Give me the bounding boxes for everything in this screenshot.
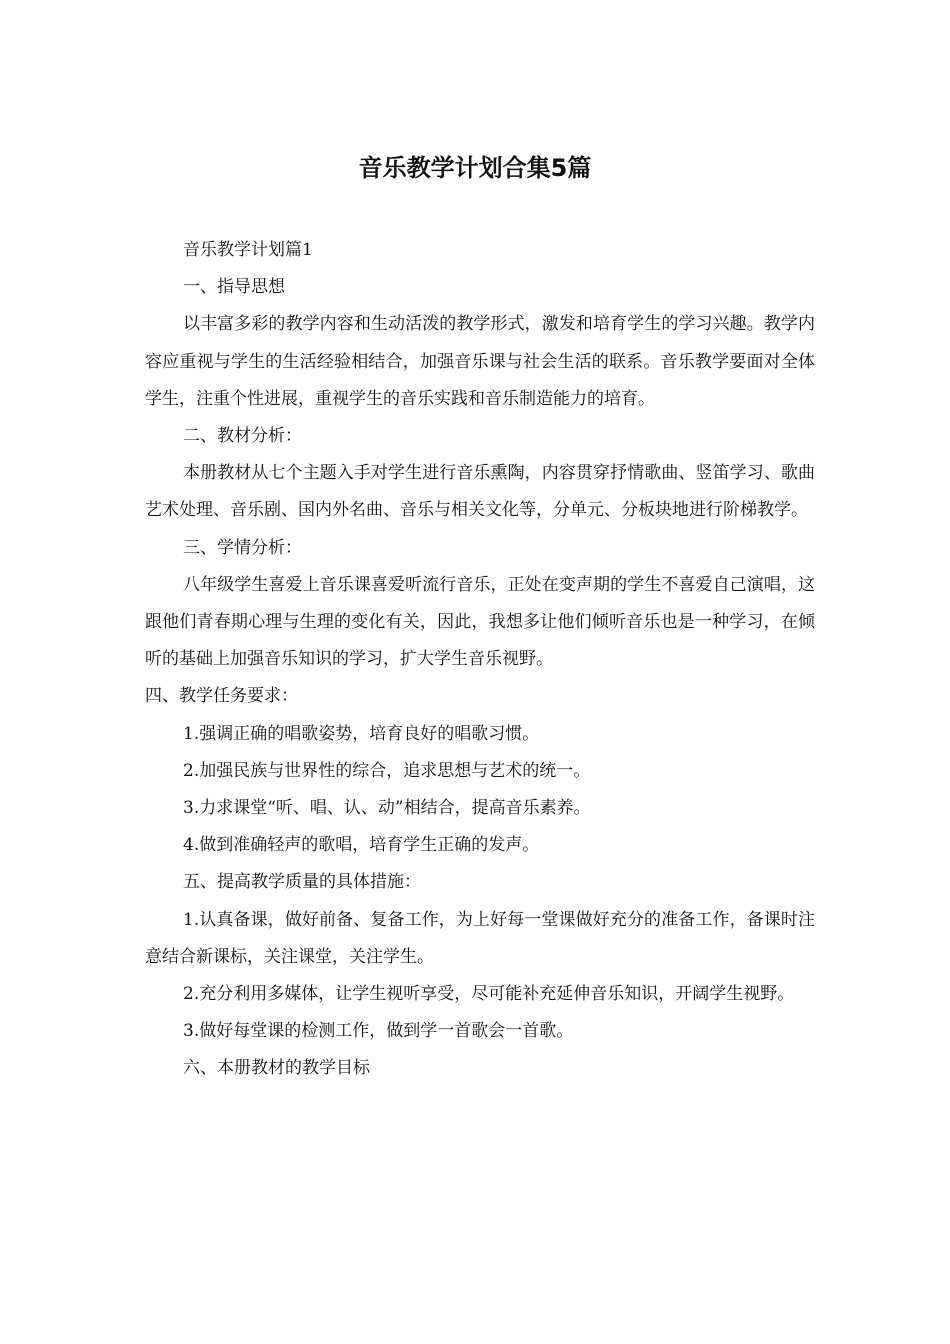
paragraph-section-heading: 音乐教学计划篇1 [183, 240, 313, 260]
paragraph-heading-student-analysis: 三、学情分析： [183, 537, 302, 558]
paragraph-task-2: 2.加强民族与世界性的综合，追求思想与艺术的统一。 [183, 760, 591, 781]
paragraph-measure-2: 2.充分利用多媒体，让学生视听享受，尽可能补充延伸音乐知识，开阔学生视野。 [183, 984, 795, 1005]
paragraph-measure-3: 3.做好每堂课的检测工作，做到学一首歌会一首歌。 [183, 1021, 574, 1042]
paragraph-task-3: 3.力求课堂“听、唱、认、动”相结合，提高音乐素养。 [183, 798, 591, 819]
document-title: 音乐教学计划合集5篇 [358, 154, 592, 182]
paragraph-heading-textbook-analysis: 二、教材分析： [183, 426, 302, 447]
paragraph-task-1: 1.强调正确的唱歌姿势，培育良好的唱歌习惯。 [183, 723, 540, 744]
paragraph-textbook-analysis: 本册教材从七个主题入手对学生进行音乐熏陶，内容贯穿抒情歌曲、竖笛学习、歌曲艺术处理、音乐剧、国内外名曲、音乐与相关文化等，分单元、分板块地进行阶梯教学。 [145, 463, 815, 521]
paragraph-task-4: 4.做到准确轻声的歌唱，培育学生正确的发声。 [183, 835, 540, 856]
paragraph-heading-guiding-thought: 一、指导思想 [183, 277, 285, 298]
paragraph-heading-measures: 五、提高教学质量的具体措施： [183, 872, 421, 893]
paragraph-measure-1: 1.认真备课，做好前备、复备工作，为上好每一堂课做好充分的准备工作，备课时注意结合新课标，关注课堂，关注学生。 [145, 909, 815, 967]
paragraph-guiding-thought: 以丰富多彩的教学内容和生动活泼的教学形式，激发和培育学生的学习兴趣。教学内容应重视与学生的生活经验相结合，加强音乐课与社会生活的联系。音乐教学要面对全体学生，注重个性进展，重视学生的音乐实践和音乐制造能力的培育。 [145, 314, 815, 409]
paragraph-heading-teaching-goals: 六、本册教材的教学目标 [183, 1058, 370, 1079]
document-body [145, 232, 815, 1088]
paragraph-heading-teaching-tasks: 四、教学任务要求： [145, 686, 298, 707]
paragraph-student-analysis: 八年级学生喜爱上音乐课喜爱听流行音乐，正处在变声期的学生不喜爱自己演唱，这跟他们青春期心理与生理的变化有关，因此，我想多让他们倾听音乐也是一种学习，在倾听的基础上加强音乐知识的学习，扩大学生音乐视野。 [145, 574, 815, 670]
